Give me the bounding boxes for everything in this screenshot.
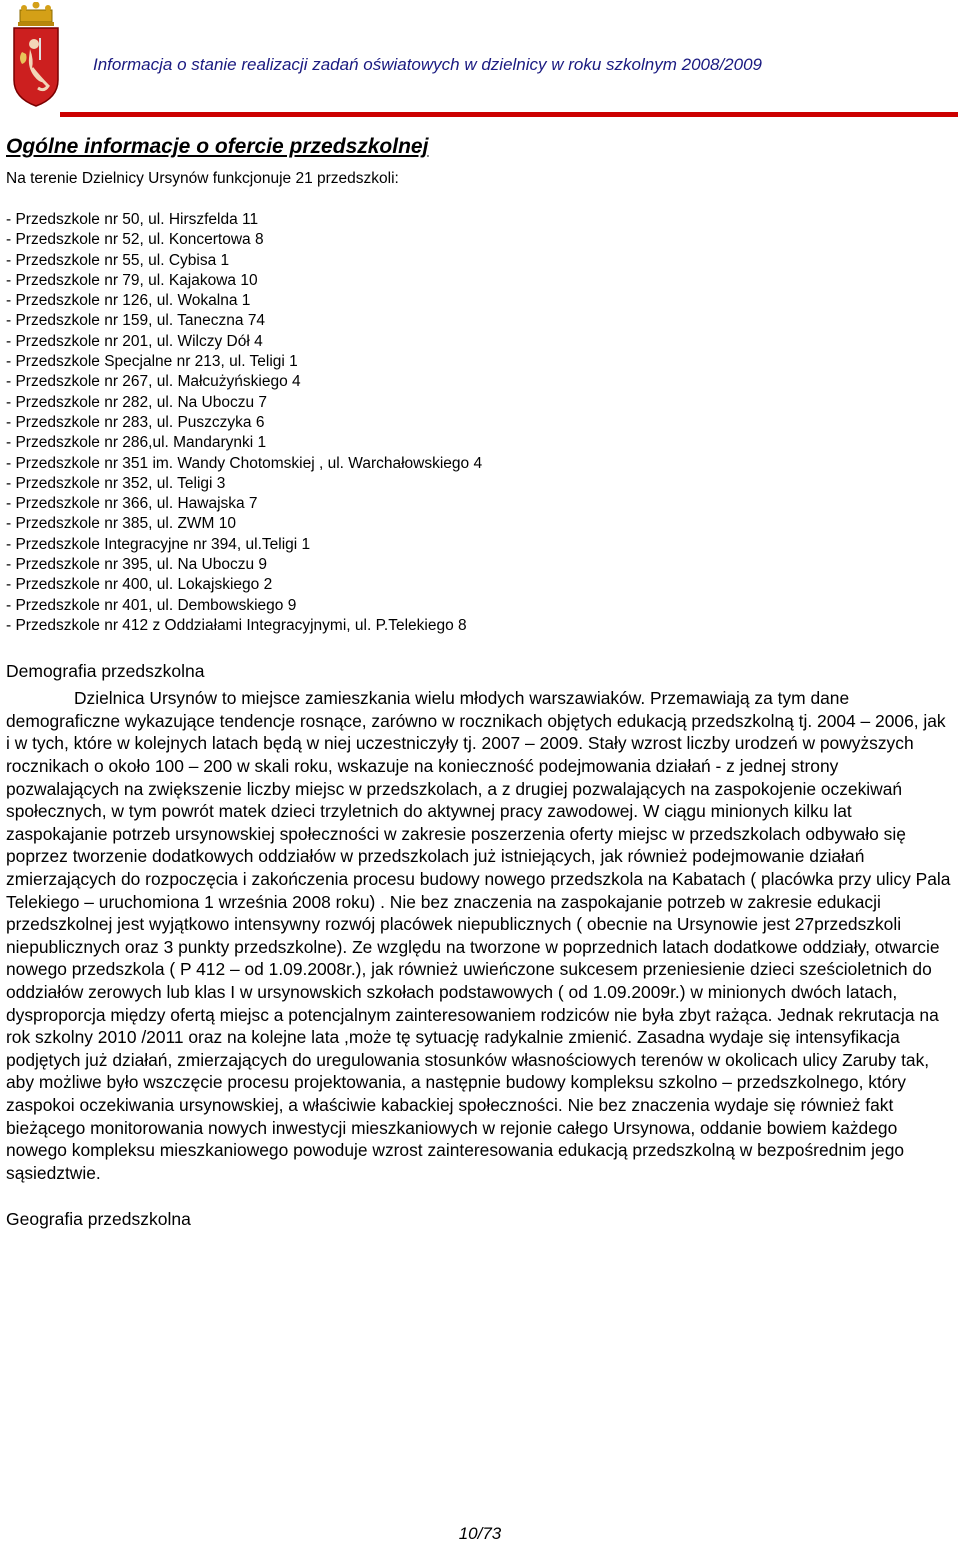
list-item: - Przedszkole nr 55, ul. Cybisa 1	[6, 251, 230, 269]
list-item: - Przedszkole nr 201, ul. Wilczy Dół 4	[6, 332, 263, 350]
list-item: - Przedszkole nr 395, ul. Na Uboczu 9	[6, 556, 268, 574]
list-item: - Przedszkole nr 385, ul. ZWM 10	[6, 515, 236, 533]
geografia-heading: Geografia przedszkolna	[6, 1209, 191, 1230]
list-item: - Przedszkole nr 283, ul. Puszczyka 6	[6, 413, 265, 431]
list-item: - Przedszkole nr 352, ul. Teligi 3	[6, 474, 226, 492]
list-item: - Przedszkole nr 412 z Oddziałami Integracyjnymi, ul. P.Telekiego 8	[6, 616, 467, 634]
warsaw-mermaid-crest-icon	[10, 2, 62, 108]
list-item: - Przedszkole nr 366, ul. Hawajska 7	[6, 495, 258, 513]
list-item: - Przedszkole nr 267, ul. Małcużyńskiego 4	[6, 373, 301, 391]
list-item: - Przedszkole nr 282, ul. Na Uboczu 7	[6, 393, 268, 411]
demografia-paragraph: Dzielnica Ursynów to miejsce zamieszkania wielu młodych warszawiaków. Przemawiają za tym dane demograficzne wykazujące tendencje rosnące, zarówno w rocznikach objętych edukacją przedszkolną tj. 2004 – 2006, jak i w tych, które w kolejnych latach będą w niej uczestniczyły tj. 2007 – 2009. Stały wzrost liczby urodzeń w powyższych rocznikach o około 100 – 200 w skali roku, wskazuje na konieczność podejmowania działań - z jednej strony pozwalających na zwiększenie liczby miejsc w przedszkolach, a z drugiej pozwalających na zaspokojenie oczekiwań społecznych, w tym powrót matek dzieci trzyletnich do aktywnej pracy zawodowej. W ciągu minionych kilku lat zaspokajanie potrzeb ursynowskiej społeczności w zakresie poszerzenia oferty miejsc w przedszkolach odbywało się poprzez tworzenie dodatkowych oddziałów w przedszkolach już istniejących, jak również podejmowanie działań zmierzających do rozpoczęcia i zakończenia procesu budowy nowego przedszkola na Kabatach ( placówka przy ulicy Pala Telekiego – uruchomiona 1 września 2008 roku) . Nie bez znaczenia na zaspokajanie potrzeb w zakresie edukacji przedszkolnej jest wyjątkowo intensywny rozwój placówek niepublicznych ( obecnie na Ursynowie jest 27przedszkoli niepublicznych oraz 3 punkty przedszkolne). Ze względu na tworzone w poprzednich latach dodatkowe oddziały, otwarcie nowego przedszkola ( P 412 – od 1.09.2008r.), jak również uwieńczone sukcesem przeniesienie dzieci sześcioletnich do oddziałów zerowych lub klas I w ursynowskich szkołach podstawowych ( od 1.09.2009r.) w minionych dwóch latach, dysproporcja między ofertą miejsc a potencjalnym zainteresowaniem rodziców nie była zbyt rażąca. Jednak rekrutacja na rok szkolny 2010 /2011 oraz na kolejne lata ,może tę sytuację radykalnie zmienić. Zasadna wydaje się intensyfikacja podjętych już działań, zmierzających do uregulowania stosunków własnościowych terenów w okolicach ulicy Zaruby tak, aby możliwe było wszczęcie procesu projektowania, a następnie budowy kompleksu szkolno – przedszkolnego, który zaspokoi oczekiwania ursynowskiej, a właściwie kabackiej społeczności. Nie bez znaczenia wydaje się również fakt bieżącego monitorowania nowych inwestycji mieszkaniowych w rejonie całego Ursynowa, oddanie bowiem każdego nowego kompleksu mieszkaniowego powoduje wzrost zainteresowania edukacją przedszkolną w bezpośrednim jego sąsiedztwie.	[6, 688, 951, 1183]
page-header	[0, 0, 960, 118]
list-item: - Przedszkole nr 50, ul. Hirszfelda 11	[6, 211, 259, 228]
demografia-heading: Demografia przedszkolna	[6, 661, 205, 682]
list-item: - Przedszkole Integracyjne nr 394, ul.Teligi 1	[6, 535, 311, 553]
list-item: - Przedszkole nr 52, ul. Koncertowa 8	[6, 231, 264, 249]
header-title: Informacja o stanie realizacji zadań oświatowych w dzielnicy w roku szkolnym 2008/2009	[93, 55, 762, 74]
list-item: - Przedszkole nr 286,ul. Mandarynki 1	[6, 434, 267, 452]
page-content	[6, 128, 952, 1230]
preschool-list	[6, 210, 952, 636]
list-item: - Przedszkole nr 79, ul. Kajakowa 10	[6, 271, 258, 289]
list-item: - Przedszkole nr 126, ul. Wokalna 1	[6, 292, 251, 310]
page-number: 10/73	[458, 1524, 502, 1543]
header-divider	[60, 112, 958, 117]
list-item: - Przedszkole nr 351 im. Wandy Chotomskiej , ul. Warchałowskiego 4	[6, 454, 483, 472]
list-item: - Przedszkole nr 400, ul. Lokajskiego 2	[6, 576, 273, 594]
list-item: - Przedszkole nr 159, ul. Taneczna 74	[6, 312, 266, 330]
list-item: - Przedszkole Specjalne nr 213, ul. Teligi 1	[6, 353, 298, 371]
intro-text: Na terenie Dzielnicy Ursynów funkcjonuje 21 przedszkoli:	[6, 170, 399, 187]
list-item: - Przedszkole nr 401, ul. Dembowskiego 9	[6, 596, 297, 614]
section-title: Ogólne informacje o ofercie przedszkolnej	[6, 135, 429, 158]
